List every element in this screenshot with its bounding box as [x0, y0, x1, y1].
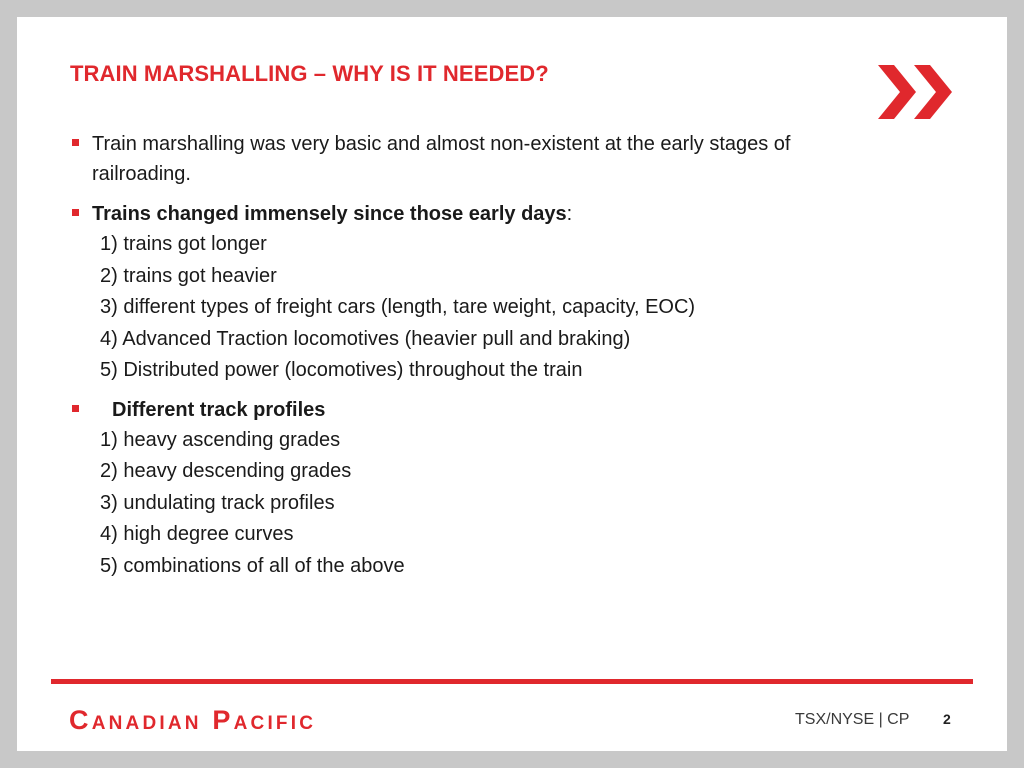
canadian-pacific-logo: Canadian Pacific	[69, 705, 317, 735]
bullet-marker	[72, 405, 79, 412]
bullet-item	[72, 129, 892, 189]
sub-item: 2) heavy descending grades	[100, 460, 352, 482]
bullet-heading	[92, 199, 892, 229]
sub-item: 4) Advanced Traction locomotives (heavier pull and braking)	[100, 327, 631, 350]
bullet-item	[72, 199, 892, 387]
bullet-text: Train marshalling was very basic and almost non-existent at the early stages of railroading.	[92, 133, 791, 185]
slide	[17, 17, 1007, 751]
sub-item: 1) heavy ascending grades	[100, 428, 341, 451]
bullet-marker	[72, 209, 79, 216]
bullet-heading-bold: Different track profiles	[112, 398, 326, 421]
slide-body	[72, 129, 892, 582]
double-chevron-right-icon	[878, 65, 954, 119]
page-number: 2	[943, 711, 951, 727]
sub-item: 2) trains got heavier	[100, 264, 277, 287]
footer-divider	[51, 679, 973, 684]
bullet-item	[72, 395, 892, 583]
bullet-heading-bold: Trains changed immensely since those early days	[92, 203, 567, 225]
sub-item: 1) trains got longer	[100, 233, 267, 255]
bullet-heading	[72, 395, 892, 425]
sub-item: 3) different types of freight cars (length, tare weight, capacity, EOC)	[100, 296, 696, 318]
stock-ticker: TSX/NYSE | CP	[795, 711, 910, 728]
sub-item: 3) undulating track profiles	[100, 491, 335, 514]
sub-item: 5) Distributed power (locomotives) throughout the train	[100, 359, 583, 381]
bullet-heading-suffix: :	[566, 203, 573, 225]
sub-item: 5) combinations of all of the above	[100, 554, 405, 577]
bullet-marker	[72, 139, 79, 146]
slide-title: TRAIN MARSHALLING – WHY IS IT NEEDED?	[70, 61, 549, 86]
sub-item: 4) high degree curves	[100, 523, 294, 545]
